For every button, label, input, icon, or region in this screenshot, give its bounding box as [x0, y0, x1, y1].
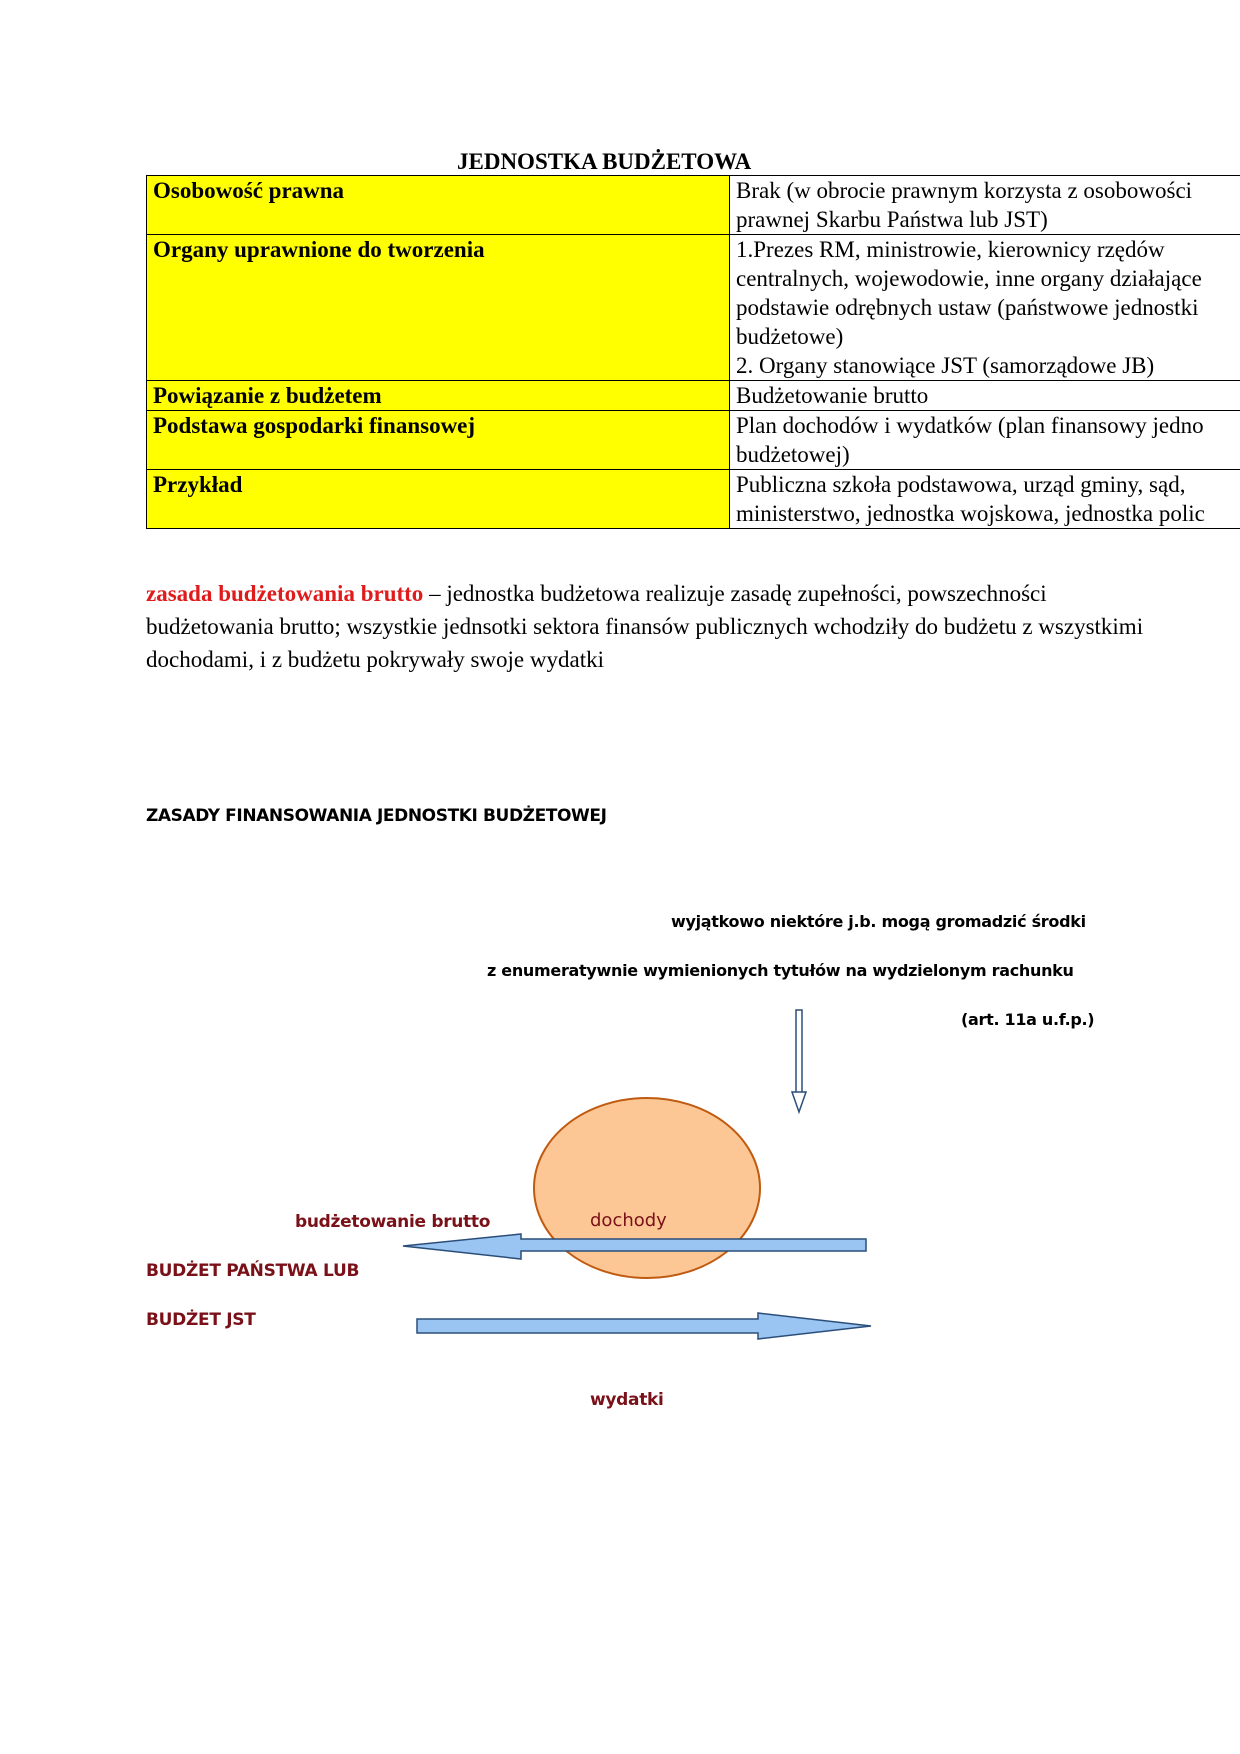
- section-heading: ZASADY FINANSOWANIA JEDNOSTKI BUDŻETOWEJ: [146, 806, 607, 826]
- row-value-line: podstawie odrębnych ustaw (państwowe jednostki: [736, 295, 1199, 320]
- row-label: Powiązanie z budżetem: [147, 381, 730, 411]
- row-value-line: Brak (w obrocie prawnym korzysta z osobowości: [736, 178, 1193, 203]
- expenses-label: wydatki: [590, 1390, 664, 1410]
- note-line-1: wyjątkowo niektóre j.b. mogą gromadzić środki: [671, 912, 1086, 931]
- paragraph-term: zasada budżetowania brutto: [146, 581, 424, 606]
- note-line-3: (art. 11a u.f.p.): [961, 1010, 1095, 1029]
- document-title: JEDNOSTKA BUDŻETOWA: [457, 149, 752, 174]
- row-label: Przykład: [147, 470, 730, 529]
- row-value-line: budżetowej): [736, 442, 850, 467]
- brutto-label: budżetowanie brutto: [295, 1212, 491, 1232]
- row-value-line: centralnych, wojewodowie, inne organy działające: [736, 266, 1202, 291]
- note-line-2: z enumeratywnie wymienionych tytułów na wydzielonym rachunku: [487, 961, 1074, 980]
- down-arrow: [792, 1010, 806, 1112]
- row-value-line: 1.Prezes RM, ministrowie, kierownicy rzędów: [736, 237, 1165, 262]
- expenses-arrow: [417, 1313, 871, 1339]
- row-label: Podstawa gospodarki finansowej: [147, 411, 730, 470]
- row-value-line: Budżetowanie brutto: [736, 383, 929, 408]
- row-value-line: prawnej Skarbu Państwa lub JST): [736, 207, 1048, 232]
- row-value-line: Plan dochodów i wydatków (plan finansowy jedno: [736, 413, 1204, 438]
- row-label: Organy uprawnione do tworzenia: [147, 235, 730, 381]
- row-value-line: 2. Organy stanowiące JST (samorządowe JB): [736, 353, 1155, 378]
- row-value-line: budżetowe): [736, 324, 844, 349]
- paragraph-text: – jednostka budżetowa realizuje zasadę zupełności, powszechności budżetowania brutto; wszystkie jednsotki sektora finansów publicznych wchodziły do budżetu z wszystkimi dochodami, i z budżetu pokrywały swoje wydatki: [146, 581, 1144, 672]
- income-label: dochody: [590, 1210, 667, 1231]
- budget-label-line-2: BUDŻET JST: [146, 1310, 256, 1330]
- row-label: Osobowość prawna: [147, 176, 730, 235]
- row-value-line: ministerstwo, jednostka wojskowa, jednostka polic: [736, 501, 1205, 526]
- budget-label-line-1: BUDŻET PAŃSTWA LUB: [146, 1261, 360, 1281]
- row-value-line: Publiczna szkoła podstawowa, urząd gminy, sąd,: [736, 472, 1186, 497]
